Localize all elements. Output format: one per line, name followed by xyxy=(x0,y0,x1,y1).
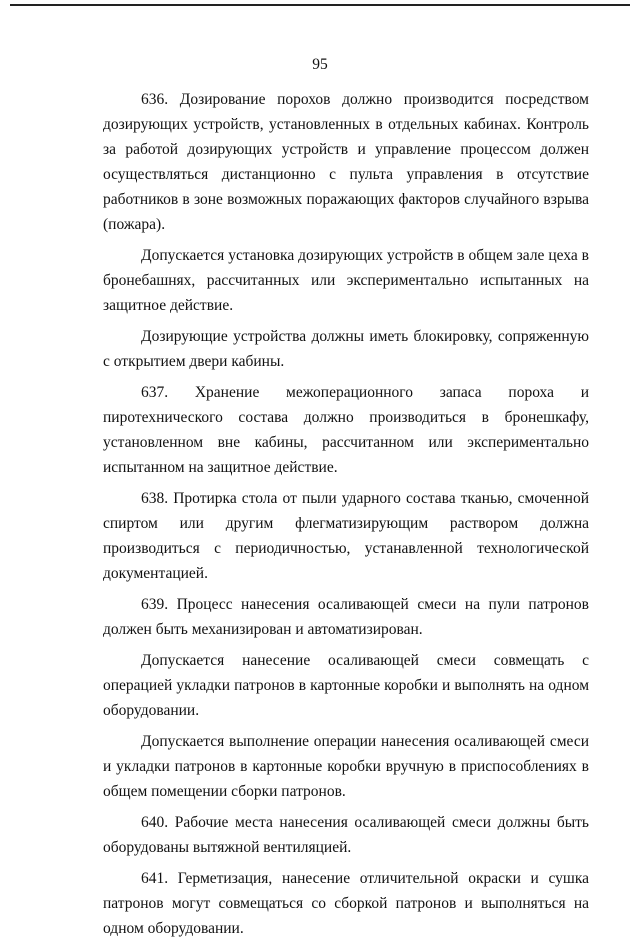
paragraph-638: 638. Протирка стола от пыли ударного состава тканью, смоченной спиртом или другим флегматизирующим раствором должна производиться с периодичностью, устанавленной технологической документацией. xyxy=(103,490,589,582)
document-body xyxy=(103,87,589,947)
top-border-line xyxy=(10,4,630,6)
paragraph-639-manual-operation: Допускается выполнение операции нанесения осаливающей смеси и укладки патронов в картонные коробки вручную в приспособлениях в общем помещении сборки патронов. xyxy=(103,733,589,800)
paragraph-640: 640. Рабочие места нанесения осаливающей смеси должны быть оборудованы вытяжной вентиляцией. xyxy=(103,814,589,856)
paragraph-639-combined-operation: Допускается нанесение осаливающей смеси совмещать с операцией укладки патронов в картонные коробки и выполнять на одном оборудовании. xyxy=(103,652,589,719)
paragraph-641: 641. Герметизация, нанесение отличительной окраски и сушка патронов могут совмещаться со сборкой патронов и выполняться на одном оборудовании. xyxy=(103,870,589,937)
paragraph-636: 636. Дозирование порохов должно производится посредством дозирующих устройств, установленных в отдельных кабинах. Контроль за работой дозирующих устройств и управление процессом должен осуществляться дистанционно с пульта управления в отсутствие работников в зоне возможных поражающих факторов случайного взрыва (пожара). xyxy=(103,91,589,233)
paragraph-639: 639. Процесс нанесения осаливающей смеси на пули патронов должен быть механизирован и автоматизирован. xyxy=(103,596,589,638)
page-number: 95 xyxy=(312,56,328,73)
paragraph-636-interlock: Дозирующие устройства должны иметь блокировку, сопряженную с открытием двери кабины. xyxy=(103,328,589,370)
paragraph-636-booth-allowance: Допускается установка дозирующих устройств в общем зале цеха в бронебашнях, рассчитанных или экспериментально испытанных на защитное действие. xyxy=(103,247,589,314)
paragraph-637: 637. Хранение межоперационного запаса пороха и пиротехнического состава должно производиться в бронешкафу, установленном вне кабины, рассчитанном или экспериментально испытанном на защитное действие. xyxy=(103,384,589,476)
